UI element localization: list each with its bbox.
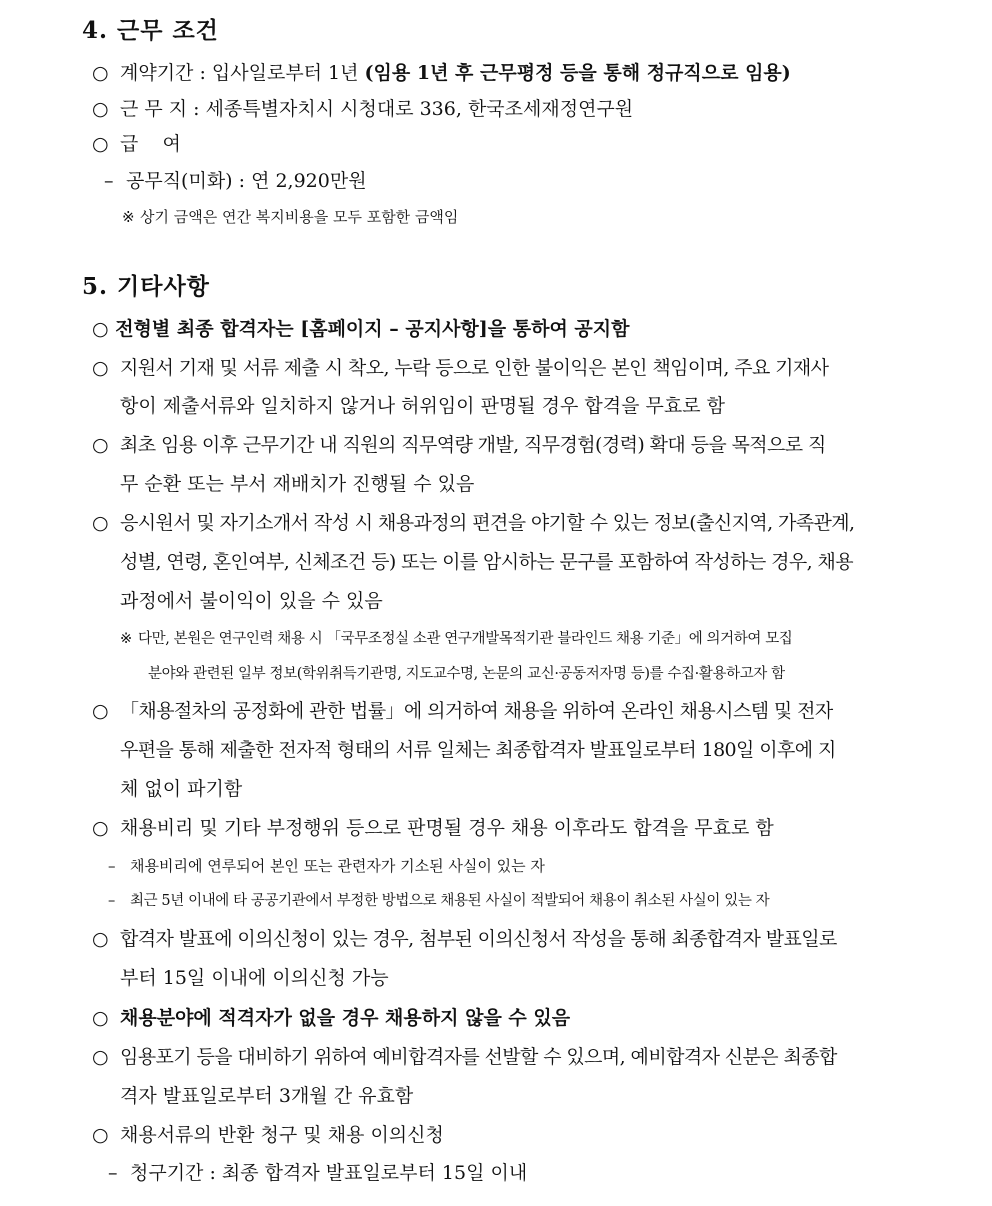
dash: – [108,893,115,909]
notice-text: 채용비리 및 기타 부정행위 등으로 판명될 경우 채용 이후라도 합격을 무효로 함 [120,817,774,839]
notice-line-3a [92,432,826,458]
notice-text: 합격자 발표에 이의신청이 있는 경우, 첨부된 이의신청서 작성을 통해 최종합격자 발표일로 [120,928,837,950]
reference-mark: ※ [120,631,132,647]
dash-text: 최근 5년 이내에 타 공공기관에서 부정한 방법으로 채용된 사실이 적발되어 채용이 취소된 사실이 있는 자 [130,893,770,909]
section-heading-4: 4. 근무 조건 [82,17,219,44]
notice-line-5a [92,698,833,724]
notice-text: 최초 임용 이후 근무기간 내 직원의 직무역량 개발, 직무경험(경력) 확대 등을 목적으로 직 [120,434,826,456]
contract-period-text: 계약기간 : 입사일로부터 1년 [120,62,365,84]
dash: – [104,170,114,192]
contract-period-bold: (임용 1년 후 근무평정 등을 통해 정규직으로 임용) [364,62,791,84]
salary-note-text: 상기 금액은 연간 복지비용을 모두 포함한 금액임 [140,208,459,226]
blind-hiring-note-a [120,626,792,652]
salary-note [122,204,458,230]
bullet: ○ [92,817,109,839]
salary-detail-line [104,168,367,194]
bullet: ○ [92,1124,109,1146]
bullet: ○ [92,512,108,534]
notice-line-3b: 무 순환 또는 부서 재배치가 진행될 수 있음 [120,473,475,495]
bullet: ○ [92,434,108,456]
reference-mark: ※ [122,208,135,226]
notice-line-5c: 체 없이 파기함 [120,778,243,800]
notice-line-8 [92,1005,570,1031]
blind-hiring-note-b: 분야와 관련된 일부 정보(학위취득기관명, 지도교수명, 논문의 교신·공동저자명 등)를 수집·활용하고자 함 [148,666,785,682]
workplace-line [92,96,633,122]
bullet: ○ [92,98,109,120]
notice-line-7b: 부터 15일 이내에 이의신청 가능 [120,967,389,989]
bullet: ○ [92,700,108,722]
notice-text: 채용서류의 반환 청구 및 채용 이의신청 [120,1124,444,1146]
notice-text: 응시원서 및 자기소개서 작성 시 채용과정의 편견을 야기할 수 있는 정보(출신지역, 가족관계, [120,512,855,534]
notice-dash-6a [108,853,545,879]
notice-text: 채용분야에 적격자가 없을 경우 채용하지 않을 수 있음 [120,1007,571,1029]
section-heading-5: 5. 기타사항 [82,273,210,300]
bullet: ○ [92,1007,109,1029]
notice-line-4b: 성별, 연령, 혼인여부, 신체조건 등) 또는 이를 암시하는 문구를 포함하여 작성하는 경우, 채용 [120,551,853,573]
notice-line-10 [92,1122,444,1148]
notice-line-6 [92,815,774,841]
notice-line-4c: 과정에서 불이익이 있을 수 있음 [120,590,383,612]
dash-text: 채용비리에 연루되어 본인 또는 관련자가 기소된 사실이 있는 자 [130,857,545,875]
notice-line-9a [92,1044,837,1070]
notice-text: 「채용절차의 공정화에 관한 법률」에 의거하여 채용을 위하여 온라인 채용시스템 및 전자 [120,700,833,722]
bullet: ○ [92,62,109,84]
salary-label: 급 여 [120,133,181,155]
dash: – [108,1162,118,1184]
note-text: 다만, 본원은 연구인력 채용 시 「국무조정실 소관 연구개발목적기관 블라인드 채용 기준」에 의거하여 모집 [138,631,793,647]
notice-text: 지원서 기재 및 서류 제출 시 착오, 누락 등으로 인한 불이익은 본인 책임이며, 주요 기재사 [120,357,829,379]
workplace-text: 근 무 지 : 세종특별자치시 시청대로 336, 한국조세재정연구원 [120,98,634,120]
notice-line-7a [92,926,837,952]
bullet: ○ [92,1046,108,1068]
bullet: ○ [92,928,108,950]
notice-dash-10 [108,1160,527,1186]
dash: – [108,857,116,875]
salary-detail-text: 공무직(미화) : 연 2,920만원 [126,170,367,192]
salary-line [92,131,181,157]
notice-line-2b: 항이 제출서류와 일치하지 않거나 허위임이 판명될 경우 합격을 무효로 함 [120,395,725,417]
bullet: ○ [92,133,109,155]
notice-line-9b: 격자 발표일로부터 3개월 간 유효함 [120,1085,414,1107]
dash-text: 청구기간 : 최종 합격자 발표일로부터 15일 이내 [130,1162,528,1184]
notice-line-2a [92,355,828,381]
notice-line-5b: 우편을 통해 제출한 전자적 형태의 서류 일체는 최종합격자 발표일로부터 180일 이후에 지 [120,739,836,761]
notice-line-1: ○ 전형별 최종 합격자는 [홈페이지 – 공지사항]을 통하여 공지함 [92,318,630,340]
contract-period-line [92,60,791,86]
notice-dash-6b [108,888,769,914]
bullet: ○ [92,357,108,379]
notice-line-4a [92,510,854,536]
notice-text: 임용포기 등을 대비하기 위하여 예비합격자를 선발할 수 있으며, 예비합격자 신분은 최종합 [120,1046,837,1068]
